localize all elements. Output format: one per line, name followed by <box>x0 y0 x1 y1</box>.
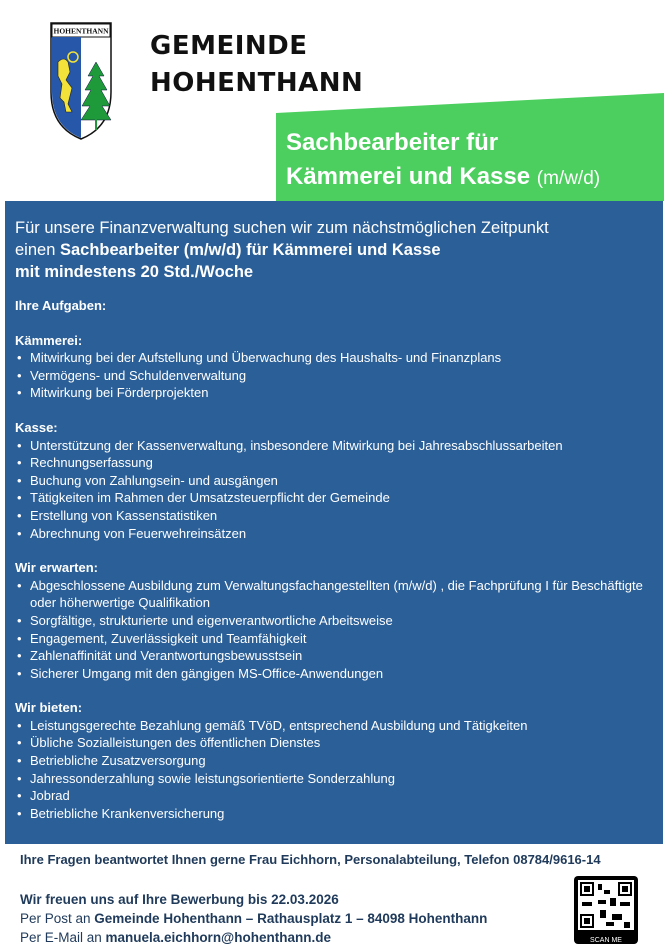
list-item: • Mitwirkung bei der Aufstellung und Überwachung des Haushalts- und Finanzplans <box>15 349 653 367</box>
list-item: • Erstellung von Kassenstatistiken <box>15 507 653 525</box>
qr-code-icon <box>578 880 634 930</box>
application-info <box>20 890 487 947</box>
list-item: • Jobrad <box>15 787 653 805</box>
intro-prefix: einen <box>15 241 60 259</box>
mail-line <box>20 928 487 947</box>
section-heading: Kämmerei: <box>15 332 83 348</box>
list-item: • Sicherer Umgang mit den gängigen MS-Office-Anwendungen <box>15 665 653 683</box>
coat-of-arms-logo <box>50 22 112 140</box>
email-link[interactable]: manuela.eichhorn@hohenthann.de <box>105 930 331 945</box>
org-line-2: HOHENTHANN <box>150 68 364 98</box>
list-item: • Betriebliche Krankenversicherung <box>15 805 653 823</box>
section-list <box>15 717 653 823</box>
list-item: • Rechnungserfassung <box>15 454 653 472</box>
qr-code[interactable] <box>574 876 638 944</box>
list-item: • Mitwirkung bei Förderprojekten <box>15 384 653 402</box>
job-title-suffix: (m/w/d) <box>536 168 601 189</box>
intro-position: Sachbearbeiter (m/w/d) für Kämmerei und Kasse <box>59 241 441 259</box>
list-item: • Buchung von Zahlungsein- und ausgängen <box>15 472 653 490</box>
post-prefix: Per Post an <box>20 911 95 926</box>
section-list <box>15 437 653 543</box>
intro-line-2 <box>15 239 653 261</box>
intro-line-1: Für unsere Finanzverwaltung suchen wir zum nächstmöglichen Zeitpunkt <box>15 219 549 237</box>
list-item: • Vermögens- und Schuldenverwaltung <box>15 367 653 385</box>
list-item: • Jahressonderzahlung sowie leistungsorientierte Sonderzahlung <box>15 770 653 788</box>
list-item: • Abgeschlossene Ausbildung zum Verwaltungsfachangestellten (m/w/d) , die Fachprüfung I für Beschäftigte oder höherwertige Qualifikation <box>15 577 653 612</box>
deadline: Wir freuen uns auf Ihre Bewerbung bis 22.03.2026 <box>20 892 339 907</box>
job-description-panel <box>5 201 663 844</box>
tasks-heading: Ihre Aufgaben: <box>15 298 107 313</box>
list-item: • Unterstützung der Kassenverwaltung, insbesondere Mitwirkung bei Jahresabschlussarbeiten <box>15 437 653 455</box>
section-list <box>15 577 653 683</box>
intro-line-3 <box>15 261 653 283</box>
org-line-1: GEMEINDE <box>150 31 308 61</box>
list-item: • Zahlenaffinität und Verantwortungsbewusstsein <box>15 647 653 665</box>
section-list <box>15 349 653 402</box>
list-item: • Übliche Sozialleistungen des öffentlichen Dienstes <box>15 734 653 752</box>
list-item: • Betriebliche Zusatzversorgung <box>15 752 653 770</box>
svg-text:HOHENTHANN: HOHENTHANN <box>53 26 109 36</box>
mail-prefix: Per E-Mail an <box>20 930 106 945</box>
qr-label: SCAN ME <box>590 937 622 944</box>
list-item: • Sorgfältige, strukturierte und eigenverantwortliche Arbeitsweise <box>15 612 653 630</box>
contact-info: Ihre Fragen beantwortet Ihnen gerne Frau Eichhorn, Personalabteilung, Telefon 08784/9616-14 <box>20 852 601 867</box>
intro-hours: mit mindestens 20 Std./Woche <box>15 263 254 281</box>
list-item: • Engagement, Zuverlässigkeit und Teamfähigkeit <box>15 630 653 648</box>
job-title-line-2 <box>286 160 600 196</box>
job-title-line-1: Sachbearbeiter für <box>286 129 499 156</box>
post-line <box>20 909 487 928</box>
job-title-main: Kämmerei und Kasse <box>286 163 531 190</box>
section-heading: Wir bieten: <box>15 700 83 716</box>
section-heading: Wir erwarten: <box>15 560 98 576</box>
intro-text <box>15 217 653 283</box>
list-item: • Tätigkeiten im Rahmen der Umsatzsteuerpflicht der Gemeinde <box>15 489 653 507</box>
section-heading: Kasse: <box>15 419 58 435</box>
list-item: • Abrechnung von Feuerwehreinsätzen <box>15 525 653 543</box>
job-title <box>286 126 600 196</box>
list-item: • Leistungsgerechte Bezahlung gemäß TVöD, entsprechend Ausbildung und Tätigkeiten <box>15 717 653 735</box>
post-address: Gemeinde Hohenthann – Rathausplatz 1 – 84098 Hohenthann <box>94 911 488 926</box>
organization-name <box>150 28 363 102</box>
